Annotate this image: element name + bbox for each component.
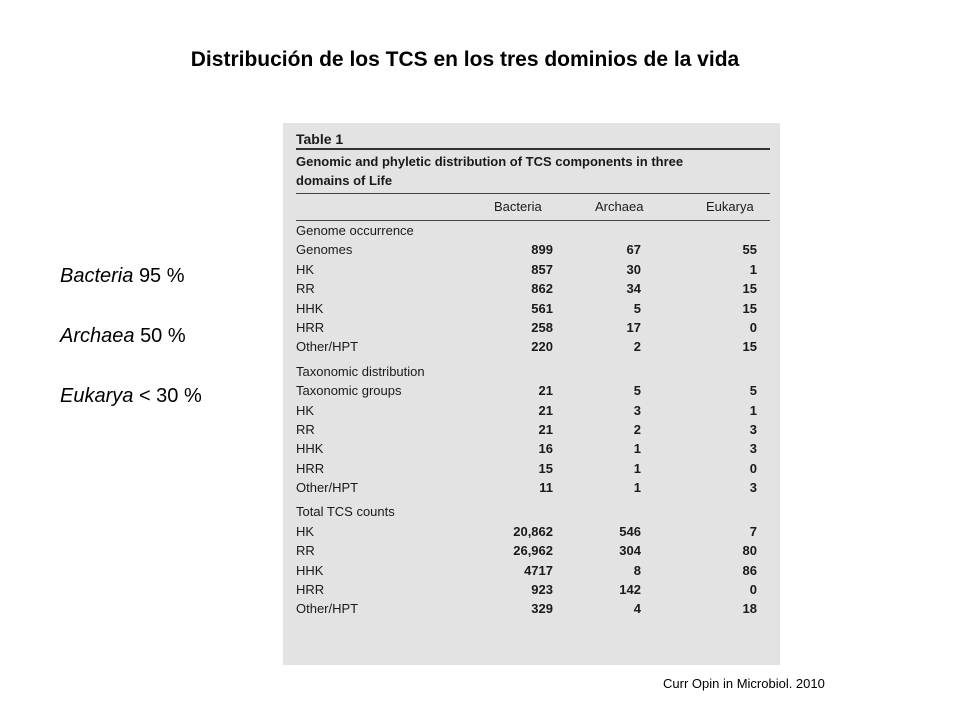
cell-value: 2 (633, 421, 641, 437)
cell-value: 5 (633, 300, 641, 316)
cell-value: 5 (749, 383, 757, 399)
cell-value: 21 (538, 421, 553, 437)
stat-name: Eukarya (60, 385, 134, 407)
cell-value: 80 (742, 543, 757, 559)
row-label: HHK (296, 562, 324, 578)
slide-title: Distribución de los TCS en los tres dominios de la vida (190, 48, 740, 71)
stat-value: < 30 % (138, 385, 202, 407)
cell-value: 862 (531, 281, 553, 297)
tcs-table (283, 123, 780, 665)
header-cell: Eukarya (706, 199, 754, 214)
table-row (296, 299, 770, 318)
table-row (296, 279, 770, 298)
cell-value: 15 (742, 339, 757, 355)
table-row (296, 381, 770, 400)
cell-value: 0 (749, 582, 757, 598)
stat-archaea (60, 322, 202, 382)
section-title: Genome occurrence (296, 223, 414, 238)
citation: Curr Opin in Microbiol. 2010 (663, 676, 825, 691)
header-cell (296, 194, 486, 220)
section-title: Total TCS counts (296, 504, 395, 520)
cell-value: 15 (742, 300, 757, 316)
cell-value: 923 (531, 582, 553, 598)
table-body (296, 221, 770, 619)
stat-name: Archaea (60, 325, 135, 347)
table-row (296, 439, 770, 458)
cell-value: 0 (749, 319, 757, 335)
table-caption (296, 150, 770, 193)
caption-line: domains of Life (296, 173, 393, 188)
cell-value: 304 (619, 543, 641, 559)
cell-value: 26,962 (513, 543, 553, 559)
cell-value: 3 (749, 480, 757, 496)
header-cell: Bacteria (494, 199, 542, 214)
cell-value: 2 (633, 339, 641, 355)
cell-value: 546 (619, 523, 641, 539)
table-row (296, 522, 770, 541)
cell-value: 1 (633, 460, 641, 476)
cell-value: 17 (626, 319, 641, 335)
stat-value: 50 % (140, 325, 186, 347)
cell-value: 1 (749, 402, 757, 418)
cell-value: 1 (749, 261, 757, 277)
cell-value: 21 (538, 402, 553, 418)
cell-value: 3 (633, 402, 641, 418)
cell-value: 55 (742, 242, 757, 258)
stat-value: 95 % (138, 265, 185, 287)
row-label: Other/HPT (296, 480, 359, 496)
table-label: Table 1 (296, 131, 344, 147)
table-row (296, 561, 770, 580)
cell-value: 1 (633, 480, 641, 496)
row-label: Genomes (296, 242, 353, 258)
table-row (296, 318, 770, 337)
row-label: HHK (296, 300, 324, 316)
cell-value: 142 (619, 582, 641, 598)
cell-value: 0 (749, 460, 757, 476)
cell-value: 3 (749, 441, 757, 457)
row-label: HK (296, 402, 315, 418)
table-row (296, 420, 770, 439)
table-row (296, 580, 770, 599)
cell-value: 3 (749, 421, 757, 437)
cell-value: 857 (531, 261, 553, 277)
table-row (296, 599, 770, 618)
cell-value: 67 (626, 242, 641, 258)
stat-bacteria (60, 262, 202, 322)
stat-name: Bacteria (60, 265, 134, 287)
row-label: RR (296, 281, 315, 297)
row-label: HRR (296, 582, 325, 598)
row-label: HRR (296, 460, 325, 476)
table-row (296, 541, 770, 560)
cell-value: 18 (742, 601, 757, 617)
row-label: Taxonomic groups (296, 383, 402, 399)
stat-eukarya (60, 382, 202, 442)
row-label: Other/HPT (296, 601, 359, 617)
cell-value: 258 (531, 319, 553, 335)
row-label: HK (296, 523, 315, 539)
section-title: Taxonomic distribution (296, 363, 425, 379)
cell-value: 1 (633, 441, 641, 457)
cell-value: 11 (539, 480, 553, 496)
row-label: HRR (296, 319, 325, 335)
domain-percentages (60, 262, 202, 442)
table-row (296, 478, 770, 497)
cell-value: 329 (531, 601, 553, 617)
row-label: RR (296, 543, 315, 559)
cell-value: 15 (538, 460, 553, 476)
cell-value: 899 (531, 242, 553, 258)
cell-value: 8 (633, 562, 641, 578)
caption-line: Genomic and phyletic distribution of TCS components in three (296, 154, 684, 169)
cell-value: 30 (626, 261, 641, 277)
cell-value: 15 (742, 281, 757, 297)
table-row (296, 240, 770, 259)
row-label: HHK (296, 441, 324, 457)
cell-value: 20,862 (513, 523, 553, 539)
cell-value: 5 (633, 383, 641, 399)
cell-value: 561 (531, 300, 553, 316)
cell-value: 4717 (524, 562, 553, 578)
cell-value: 34 (626, 281, 641, 297)
table-header (296, 194, 770, 220)
cell-value: 86 (742, 562, 757, 578)
cell-value: 16 (538, 441, 553, 457)
cell-value: 7 (749, 523, 757, 539)
table-row (296, 401, 770, 420)
table-row (296, 260, 770, 279)
table-row (296, 459, 770, 478)
cell-value: 4 (633, 601, 641, 617)
cell-value: 21 (538, 383, 553, 399)
cell-value: 220 (531, 339, 553, 355)
row-label: HK (296, 261, 315, 277)
row-label: RR (296, 421, 315, 437)
row-label: Other/HPT (296, 339, 359, 355)
table-row (296, 337, 770, 356)
header-cell: Archaea (595, 199, 644, 214)
